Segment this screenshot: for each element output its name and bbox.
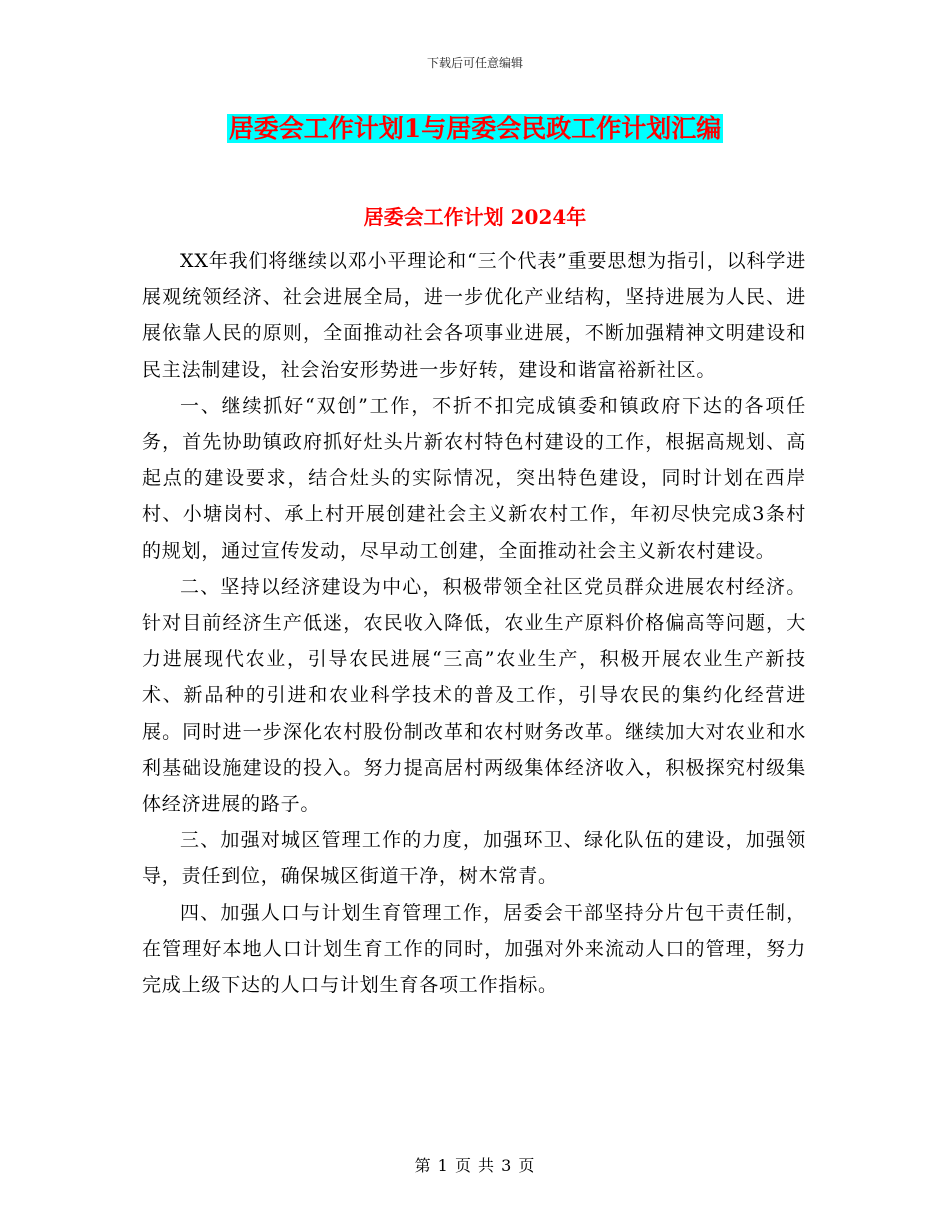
- paragraph-item-1: 一、继续抓好“双创”工作，不折不扣完成镇委和镇政府下达的各项任务，首先协助镇政府抓好灶头片新农村特色村建设的工作，根据高规划、高起点的建设要求，结合灶头的实际情况，突出特色建设，同时计划在西岸村、小塘岗村、承上村开展创建社会主义新农村工作，年初尽快完成3条村的规划，通过宣传发动，尽早动工创建，全面推动社会主义新农村建设。: [142, 394, 806, 562]
- document-title: 居委会工作计划1与居委会民政工作计划汇编: [228, 114, 722, 143]
- paragraph-item-3: 三、加强对城区管理工作的力度，加强环卫、绿化队伍的建设，加强领导，责任到位，确保城区街道干净，树木常青。: [142, 829, 806, 888]
- page-footer: 第 1 页 共 3 页: [414, 1156, 536, 1175]
- section-title: 居委会工作计划 2024年: [363, 205, 587, 229]
- header-note: 下载后可任意编辑: [426, 56, 523, 70]
- paragraph-item-2: 二、坚持以经济建设为中心，积极带领全社区党员群众进展农村经济。针对目前经济生产低迷，农民收入降低，农业生产原料价格偏高等问题，大力进展现代农业，引导农民进展“三高”农业生产，积极开展农业生产新技术、新品种的引进和农业科学技术的普及工作，引导农民的集约化经营进展。同时进一步深化农村股份制改革和农村财务改革。继续加大对农业和水利基础设施建设的投入。努力提高居村两级集体经济收入，积极探究村级集体经济进展的路子。: [142, 575, 806, 816]
- paragraph-intro: XX年我们将继续以邓小平理论和“三个代表”重要思想为指引，以科学进展观统领经济、社会进展全局，进一步优化产业结构，坚持进展为人民、进展依靠人民的原则，全面推动社会各项事业进展，不断加强精神文明建设和民主法制建设，社会治安形势进一步好转，建设和谐富裕新社区。: [142, 250, 806, 381]
- document-title-block: [0, 112, 950, 146]
- paragraph-item-4: 四、加强人口与计划生育管理工作，居委会干部坚持分片包干责任制，在管理好本地人口计划生育工作的同时，加强对外来流动人口的管理，努力完成上级下达的人口与计划生育各项工作指标。: [142, 901, 806, 997]
- document-body: [142, 243, 806, 1003]
